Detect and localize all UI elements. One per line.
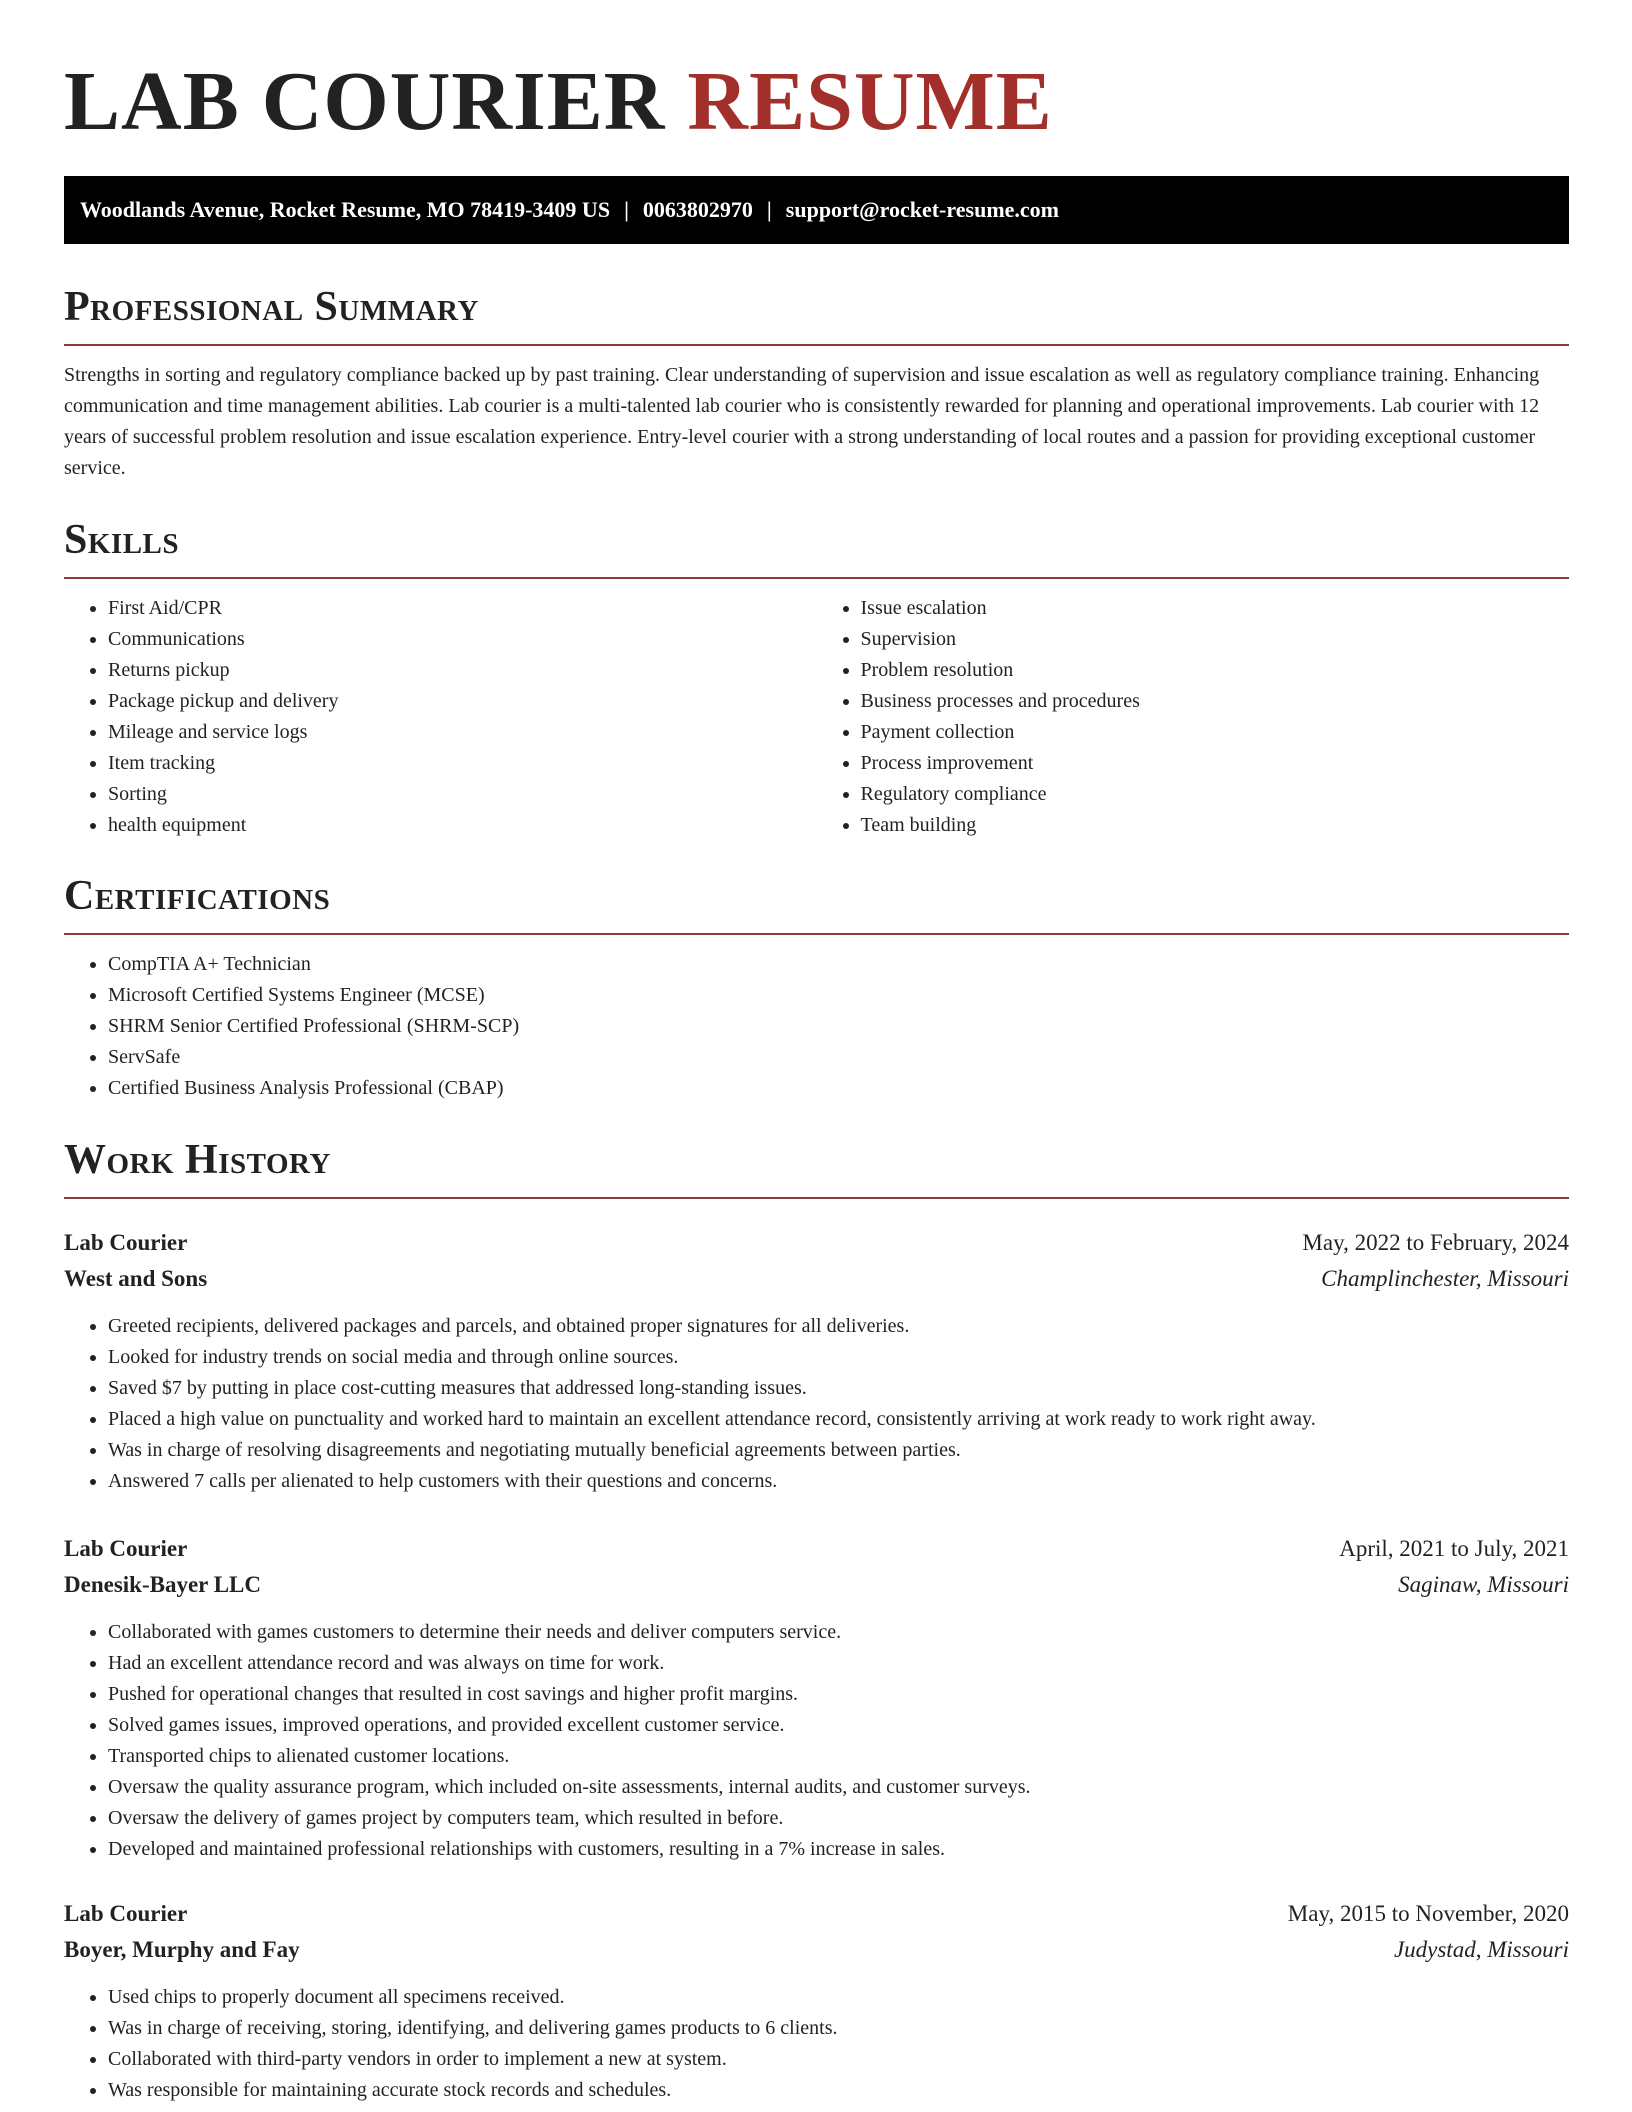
contact-separator: |	[766, 197, 772, 222]
job-bullet: • Had an excellent attendance record and was always on time for work.	[108, 1648, 1569, 1679]
skill-item: • Communications	[108, 624, 817, 655]
skills-list-right	[817, 593, 1570, 841]
job-entry	[64, 1531, 1569, 1865]
summary-heading: Professional Summary	[64, 282, 1569, 346]
certification-item: • Microsoft Certified Systems Engineer (MCSE)	[108, 980, 1569, 1011]
skill-item: • Item tracking	[108, 748, 817, 779]
job-bullet: • Greeted recipients, delivered packages and parcels, and obtained proper signatures for all deliveries.	[108, 1311, 1569, 1342]
skill-item: • Mileage and service logs	[108, 717, 817, 748]
skills-heading: Skills	[64, 515, 1569, 579]
contact-address: Woodlands Avenue, Rocket Resume, MO 78419-3409 US	[80, 197, 611, 222]
job-bullets	[64, 1311, 1569, 1497]
job-location: Saginaw, Missouri	[1398, 1572, 1569, 1597]
skill-item: • Team building	[861, 810, 1570, 841]
job-entry	[64, 1225, 1569, 1497]
skill-item: • Process improvement	[861, 748, 1570, 779]
job-bullet: • Collaborated with third-party vendors in order to implement a new at system.	[108, 2044, 1569, 2075]
job-location: Champlinchester, Missouri	[1321, 1266, 1569, 1291]
job-bullet: • Oversaw the quality assurance program, which included on-site assessments, internal audits, and customer surveys.	[108, 1772, 1569, 1803]
job-company: Boyer, Murphy and Fay	[64, 1937, 300, 1962]
skill-item: • health equipment	[108, 810, 817, 841]
job-bullet: • Saved $7 by putting in place cost-cutting measures that addressed long-standing issues.	[108, 1373, 1569, 1404]
job-bullet: • Looked for industry trends on social media and through online sources.	[108, 1342, 1569, 1373]
certification-item: • ServSafe	[108, 1042, 1569, 1073]
title-accent: RESUME	[687, 55, 1053, 148]
job-bullet: • Developed and maintained professional relationships with customers, resulting in a 7% increase in sales.	[108, 1834, 1569, 1865]
work-history-section	[64, 1135, 1569, 1199]
job-bullets	[64, 1982, 1569, 2106]
contact-bar	[64, 176, 1569, 244]
contact-email: support@rocket-resume.com	[785, 197, 1059, 222]
certifications-list	[64, 949, 1569, 1104]
contact-separator: |	[624, 197, 629, 222]
job-bullet: • Used chips to properly document all specimens received.	[108, 1982, 1569, 2013]
skill-item: • Payment collection	[861, 717, 1570, 748]
skill-item: • Business processes and procedures	[861, 686, 1570, 717]
job-bullet: • Placed a high value on punctuality and worked hard to maintain an excellent attendance record, consistently arriving at work ready to work right away.	[108, 1404, 1569, 1435]
certification-item: • SHRM Senior Certified Professional (SHRM-SCP)	[108, 1011, 1569, 1042]
page-title	[64, 52, 1053, 152]
job-company: Denesik-Bayer LLC	[64, 1572, 261, 1597]
contact-phone: 0063802970	[642, 197, 753, 222]
job-dates: May, 2022 to February, 2024	[1302, 1230, 1569, 1255]
summary-text: Strengths in sorting and regulatory compliance backed up by past training. Clear understanding of supervision and issue escalation as well as regulatory compliance training. Enhancing communication and time management abilities. Lab courier is a multi-talented lab courier who is consistently rewarded for planning and operational improvements. Lab courier with 12 years of successful problem resolution and issue escalation experience. Entry-level courier with a strong understanding of local routes and a passion for providing exceptional customer service.	[64, 364, 1540, 479]
title-main: LAB COURIER	[64, 55, 666, 148]
job-bullet: • Was in charge of resolving disagreements and negotiating mutually beneficial agreements between parties.	[108, 1435, 1569, 1466]
job-location: Judystad, Missouri	[1393, 1937, 1569, 1962]
job-bullet: • Was in charge of receiving, storing, identifying, and delivering games products to 6 clients.	[108, 2013, 1569, 2044]
job-dates: April, 2021 to July, 2021	[1339, 1536, 1569, 1561]
job-dates: May, 2015 to November, 2020	[1287, 1901, 1569, 1926]
job-bullet: • Was responsible for maintaining accurate stock records and schedules.	[108, 2075, 1569, 2106]
job-bullet: • Pushed for operational changes that resulted in cost savings and higher profit margins.	[108, 1679, 1569, 1710]
certifications-section	[64, 871, 1569, 1104]
job-bullet: • Collaborated with games customers to determine their needs and deliver computers service.	[108, 1617, 1569, 1648]
skills-columns	[64, 593, 1569, 841]
skills-section	[64, 515, 1569, 841]
job-bullet: • Answered 7 calls per alienated to help customers with their questions and concerns.	[108, 1466, 1569, 1497]
job-bullet: • Transported chips to alienated customer locations.	[108, 1741, 1569, 1772]
skill-item: • Package pickup and delivery	[108, 686, 817, 717]
summary-section	[64, 282, 1569, 484]
skill-item: • Returns pickup	[108, 655, 817, 686]
job-bullets	[64, 1617, 1569, 1865]
certifications-heading: Certifications	[64, 871, 1569, 935]
certification-item: • Certified Business Analysis Professional (CBAP)	[108, 1073, 1569, 1104]
skill-item: • Issue escalation	[861, 593, 1570, 624]
job-bullet: • Oversaw the delivery of games project by computers team, which resulted in before.	[108, 1803, 1569, 1834]
skill-item: • Problem resolution	[861, 655, 1570, 686]
job-bullet: • Solved games issues, improved operations, and provided excellent customer service.	[108, 1710, 1569, 1741]
certification-item: • CompTIA A+ Technician	[108, 949, 1569, 980]
job-company: West and Sons	[64, 1266, 208, 1291]
skill-item: • Supervision	[861, 624, 1570, 655]
work-history-heading: Work History	[64, 1135, 1569, 1199]
job-title: Lab Courier	[64, 1536, 188, 1561]
job-title: Lab Courier	[64, 1230, 188, 1255]
skill-item: • Regulatory compliance	[861, 779, 1570, 810]
skills-list-left	[64, 593, 817, 841]
skill-item: • First Aid/CPR	[108, 593, 817, 624]
job-entry	[64, 1896, 1569, 2106]
job-title: Lab Courier	[64, 1901, 188, 1926]
skill-item: • Sorting	[108, 779, 817, 810]
